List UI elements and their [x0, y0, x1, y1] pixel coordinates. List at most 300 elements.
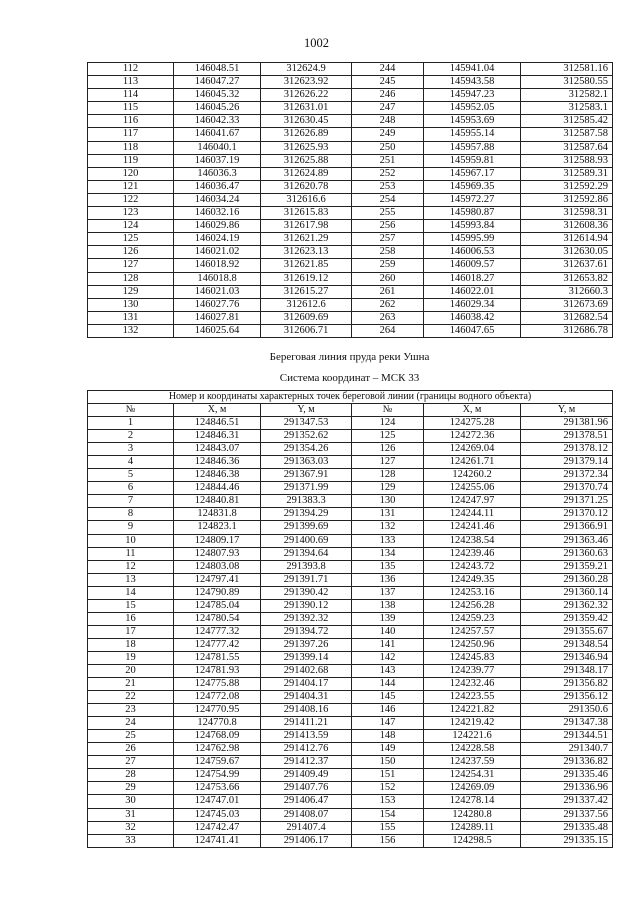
table-cell: 312615.27	[261, 285, 352, 298]
table-cell: 264	[352, 324, 424, 337]
table-cell: 146040.1	[174, 141, 261, 154]
table-cell: 124237.59	[424, 756, 521, 769]
table-row	[88, 704, 613, 717]
table-cell: 312615.83	[261, 207, 352, 220]
table-cell: 124745.03	[174, 808, 261, 821]
table-row	[88, 115, 613, 128]
table-row	[88, 834, 613, 847]
table-cell: 291348.54	[521, 638, 613, 651]
table-cell: 124772.08	[174, 691, 261, 704]
table-cell: 312620.78	[261, 180, 352, 193]
table-cell: 146018.92	[174, 259, 261, 272]
table-cell: 124298.5	[424, 834, 521, 847]
table-cell: 124275.28	[424, 417, 521, 430]
table-row	[88, 678, 613, 691]
table-cell: 145941.04	[424, 63, 521, 76]
table-row	[88, 233, 613, 246]
table-cell: 291413.59	[261, 730, 352, 743]
table-row	[88, 298, 613, 311]
table-cell: 291360.14	[521, 586, 613, 599]
table-cell: 291337.56	[521, 808, 613, 821]
table-row	[88, 180, 613, 193]
table-cell: 312589.31	[521, 167, 613, 180]
table-cell: 145972.27	[424, 193, 521, 206]
table-cell: 125	[88, 233, 174, 246]
table-cell: 128	[352, 469, 424, 482]
table-cell: 124753.66	[174, 782, 261, 795]
table-row	[88, 193, 613, 206]
table-cell: 291355.67	[521, 625, 613, 638]
table-cell: 291407.76	[261, 782, 352, 795]
table-cell: 312624.89	[261, 167, 352, 180]
table-cell: 28	[88, 769, 174, 782]
table-cell: 124244.11	[424, 508, 521, 521]
table-cell: 146047.65	[424, 324, 521, 337]
table-cell: 312623.92	[261, 76, 352, 89]
table-cell: 291335.15	[521, 834, 613, 847]
table-cell: 291352.62	[261, 430, 352, 443]
table-cell: 124278.14	[424, 795, 521, 808]
table-cell: 33	[88, 834, 174, 847]
table-cell: 124	[352, 417, 424, 430]
table-cell: 146021.02	[174, 246, 261, 259]
table-row	[88, 430, 613, 443]
table-cell: 124250.96	[424, 638, 521, 651]
table-cell: 124780.54	[174, 612, 261, 625]
table-row	[88, 573, 613, 586]
table-cell: 146045.32	[174, 89, 261, 102]
table-cell: 312580.55	[521, 76, 613, 89]
table-cell: 122	[88, 193, 174, 206]
table-cell: 312631.01	[261, 102, 352, 115]
table-cell: 141	[352, 638, 424, 651]
table-cell: 124228.58	[424, 743, 521, 756]
table-cell: 29	[88, 782, 174, 795]
table-cell: 291348.17	[521, 664, 613, 677]
table-cell: 146048.51	[174, 63, 261, 76]
table-cell: 291399.69	[261, 521, 352, 534]
table-cell: 312612.6	[261, 298, 352, 311]
table-cell: 124239.77	[424, 664, 521, 677]
table-cell: 312614.94	[521, 233, 613, 246]
table-cell: 124844.46	[174, 482, 261, 495]
header-number-left: №	[88, 404, 174, 417]
table-cell: 147	[352, 717, 424, 730]
table-cell: 137	[352, 586, 424, 599]
table-cell: 124223.55	[424, 691, 521, 704]
table-cell: 258	[352, 246, 424, 259]
table-cell: 291394.72	[261, 625, 352, 638]
table-cell: 124269.09	[424, 782, 521, 795]
table-cell: 124280.8	[424, 808, 521, 821]
table-cell: 291360.28	[521, 573, 613, 586]
table-cell: 156	[352, 834, 424, 847]
table-cell: 261	[352, 285, 424, 298]
table-cell: 145969.35	[424, 180, 521, 193]
table-cell: 124777.32	[174, 625, 261, 638]
table-cell: 291367.91	[261, 469, 352, 482]
table-row	[88, 782, 613, 795]
table-cell: 27	[88, 756, 174, 769]
table-cell: 145947.23	[424, 89, 521, 102]
table-cell: 22	[88, 691, 174, 704]
table-cell: 249	[352, 128, 424, 141]
table-row	[88, 560, 613, 573]
coordinate-system-caption: Система координат – МСК 33	[279, 372, 420, 384]
table-cell: 25	[88, 730, 174, 743]
table-row	[88, 128, 613, 141]
table-cell: 146018.27	[424, 272, 521, 285]
table-cell: 124221.6	[424, 730, 521, 743]
header-y-right: Y, м	[521, 404, 613, 417]
table-cell: 291347.38	[521, 717, 613, 730]
table-cell: 124241.46	[424, 521, 521, 534]
table-row	[88, 586, 613, 599]
table-cell: 145953.69	[424, 115, 521, 128]
table-cell: 124243.72	[424, 560, 521, 573]
table-cell: 312625.88	[261, 154, 352, 167]
table-cell: 312621.85	[261, 259, 352, 272]
table-cell: 146022.01	[424, 285, 521, 298]
table-row	[88, 795, 613, 808]
table-cell: 312617.98	[261, 220, 352, 233]
table-cell: 124253.16	[424, 586, 521, 599]
table-cell: 132	[88, 324, 174, 337]
table-cell: 291383.3	[261, 495, 352, 508]
table-cell: 116	[88, 115, 174, 128]
table-cell: 312592.29	[521, 180, 613, 193]
table-cell: 146029.86	[174, 220, 261, 233]
table-cell: 9	[88, 521, 174, 534]
table-cell: 124221.82	[424, 704, 521, 717]
table-cell: 291366.91	[521, 521, 613, 534]
table-cell: 149	[352, 743, 424, 756]
table-cell: 23	[88, 704, 174, 717]
table-row	[88, 469, 613, 482]
table-cell: 291408.07	[261, 808, 352, 821]
table-cell: 124747.01	[174, 795, 261, 808]
table-row	[88, 154, 613, 167]
table-cell: 124846.38	[174, 469, 261, 482]
table-cell: 124289.11	[424, 821, 521, 834]
table-row	[88, 246, 613, 259]
table-cell: 146034.24	[174, 193, 261, 206]
table-cell: 142	[352, 651, 424, 664]
table-cell: 312682.54	[521, 311, 613, 324]
table-cell: 124762.98	[174, 743, 261, 756]
table-cell: 291406.17	[261, 834, 352, 847]
table-cell: 254	[352, 193, 424, 206]
table-cell: 312626.89	[261, 128, 352, 141]
table-cell: 124846.36	[174, 456, 261, 469]
shoreline-coordinates-table	[87, 390, 613, 848]
table-cell: 312686.78	[521, 324, 613, 337]
table-row	[88, 547, 613, 560]
table-cell: 291336.82	[521, 756, 613, 769]
table-cell: 146027.76	[174, 298, 261, 311]
table-cell: 24	[88, 717, 174, 730]
table-cell: 124797.41	[174, 573, 261, 586]
table-cell: 291337.42	[521, 795, 613, 808]
table-cell: 291371.99	[261, 482, 352, 495]
table-cell: 124741.41	[174, 834, 261, 847]
table-cell: 312625.93	[261, 141, 352, 154]
table-cell: 291363.03	[261, 456, 352, 469]
table-cell: 139	[352, 612, 424, 625]
table-row	[88, 89, 613, 102]
table-cell: 312637.61	[521, 259, 613, 272]
table-cell: 146025.64	[174, 324, 261, 337]
table-cell: 291390.12	[261, 599, 352, 612]
table-cell: 291356.82	[521, 678, 613, 691]
table-cell: 125	[352, 430, 424, 443]
table-cell: 3	[88, 443, 174, 456]
table-row	[88, 612, 613, 625]
table-cell: 250	[352, 141, 424, 154]
table-cell: 291391.71	[261, 573, 352, 586]
table-cell: 19	[88, 651, 174, 664]
table-cell: 312588.93	[521, 154, 613, 167]
table-cell: 291346.94	[521, 651, 613, 664]
table-row	[88, 456, 613, 469]
header-x-right: X, м	[424, 404, 521, 417]
table-cell: 146009.57	[424, 259, 521, 272]
table-cell: 13	[88, 573, 174, 586]
table-cell: 144	[352, 678, 424, 691]
table-cell: 146047.27	[174, 76, 261, 89]
table-cell: 146037.19	[174, 154, 261, 167]
table-cell: 11	[88, 547, 174, 560]
table-cell: 291359.42	[521, 612, 613, 625]
table-row	[88, 808, 613, 821]
table-row	[88, 730, 613, 743]
table-cell: 126	[88, 246, 174, 259]
table-cell: 146045.26	[174, 102, 261, 115]
table-cell: 244	[352, 63, 424, 76]
table-cell: 153	[352, 795, 424, 808]
table-cell: 145995.99	[424, 233, 521, 246]
table-cell: 291404.17	[261, 678, 352, 691]
table-cell: 113	[88, 76, 174, 89]
table-cell: 146006.53	[424, 246, 521, 259]
table-cell: 124759.67	[174, 756, 261, 769]
table-cell: 312609.69	[261, 311, 352, 324]
table-cell: 262	[352, 298, 424, 311]
table-row	[88, 495, 613, 508]
table-cell: 145993.84	[424, 220, 521, 233]
table-cell: 291409.49	[261, 769, 352, 782]
table-cell: 132	[352, 521, 424, 534]
table-cell: 115	[88, 102, 174, 115]
table-cell: 124846.31	[174, 430, 261, 443]
table-cell: 124790.89	[174, 586, 261, 599]
table-row	[88, 141, 613, 154]
shoreline-table-body	[88, 417, 613, 848]
table-cell: 312592.86	[521, 193, 613, 206]
table-cell: 146029.34	[424, 298, 521, 311]
table-cell: 124	[88, 220, 174, 233]
table-cell: 263	[352, 311, 424, 324]
table-cell: 138	[352, 599, 424, 612]
table-cell: 312583.1	[521, 102, 613, 115]
table-cell: 291381.96	[521, 417, 613, 430]
table-row	[88, 167, 613, 180]
table-cell: 120	[88, 167, 174, 180]
table-cell: 251	[352, 154, 424, 167]
table-cell: 124232.46	[424, 678, 521, 691]
table-row	[88, 664, 613, 677]
table-cell: 124823.1	[174, 521, 261, 534]
table-cell: 260	[352, 272, 424, 285]
table-cell: 312587.58	[521, 128, 613, 141]
table-cell: 146036.3	[174, 167, 261, 180]
table-cell: 32	[88, 821, 174, 834]
table-cell: 15	[88, 599, 174, 612]
table-cell: 124249.35	[424, 573, 521, 586]
table-cell: 150	[352, 756, 424, 769]
table-cell: 155	[352, 821, 424, 834]
table-cell: 312619.12	[261, 272, 352, 285]
table-row	[88, 717, 613, 730]
table-cell: 248	[352, 115, 424, 128]
table-cell: 117	[88, 128, 174, 141]
table-cell: 291359.21	[521, 560, 613, 573]
table-cell: 124269.04	[424, 443, 521, 456]
table-cell: 146038.42	[424, 311, 521, 324]
table-cell: 26	[88, 743, 174, 756]
table-cell: 133	[352, 534, 424, 547]
table-cell: 124843.07	[174, 443, 261, 456]
table-cell: 18	[88, 638, 174, 651]
table-cell: 124768.09	[174, 730, 261, 743]
table-cell: 16	[88, 612, 174, 625]
table-row	[88, 521, 613, 534]
table-cell: 129	[88, 285, 174, 298]
table-row	[88, 259, 613, 272]
table-cell: 146041.67	[174, 128, 261, 141]
table-cell: 124840.81	[174, 495, 261, 508]
table-cell: 146	[352, 704, 424, 717]
table-row	[88, 207, 613, 220]
table-cell: 312673.69	[521, 298, 613, 311]
table-cell: 247	[352, 102, 424, 115]
table-cell: 145957.88	[424, 141, 521, 154]
table-cell: 5	[88, 469, 174, 482]
table-cell: 291406.47	[261, 795, 352, 808]
table-cell: 6	[88, 482, 174, 495]
table-cell: 291363.46	[521, 534, 613, 547]
table-cell: 291354.26	[261, 443, 352, 456]
table-cell: 291392.32	[261, 612, 352, 625]
table-cell: 2	[88, 430, 174, 443]
table-cell: 124259.23	[424, 612, 521, 625]
table-cell: 126	[352, 443, 424, 456]
table-cell: 124272.36	[424, 430, 521, 443]
table-cell: 124831.8	[174, 508, 261, 521]
table-cell: 112	[88, 63, 174, 76]
table-cell: 246	[352, 89, 424, 102]
table-row	[88, 417, 613, 430]
table-cell: 124770.95	[174, 704, 261, 717]
table-cell: 124781.55	[174, 651, 261, 664]
table-cell: 130	[352, 495, 424, 508]
table-row	[88, 482, 613, 495]
table-cell: 312608.36	[521, 220, 613, 233]
table-cell: 136	[352, 573, 424, 586]
table-cell: 124239.46	[424, 547, 521, 560]
table-cell: 124245.83	[424, 651, 521, 664]
table-cell: 4	[88, 456, 174, 469]
table-cell: 21	[88, 678, 174, 691]
table-cell: 7	[88, 495, 174, 508]
table-cell: 291408.16	[261, 704, 352, 717]
table-cell: 291393.8	[261, 560, 352, 573]
table-cell: 131	[352, 508, 424, 521]
table-cell: 148	[352, 730, 424, 743]
page-number: 1002	[304, 36, 329, 50]
table-cell: 291360.63	[521, 547, 613, 560]
table-row	[88, 220, 613, 233]
table-cell: 143	[352, 664, 424, 677]
table-row	[88, 651, 613, 664]
table-cell: 124238.54	[424, 534, 521, 547]
table-cell: 291344.51	[521, 730, 613, 743]
table-cell: 291378.12	[521, 443, 613, 456]
header-y-left: Y, м	[261, 404, 352, 417]
table-cell: 130	[88, 298, 174, 311]
table-cell: 291336.96	[521, 782, 613, 795]
table-cell: 291378.51	[521, 430, 613, 443]
table-cell: 312623.13	[261, 246, 352, 259]
table-cell: 312660.3	[521, 285, 613, 298]
table-row	[88, 63, 613, 76]
table-cell: 312616.6	[261, 193, 352, 206]
table-row	[88, 102, 613, 115]
coordinates-table-continued	[87, 62, 613, 338]
table-cell: 146018.8	[174, 272, 261, 285]
table-cell: 291356.12	[521, 691, 613, 704]
table-cell: 131	[88, 311, 174, 324]
table-cell: 312582.1	[521, 89, 613, 102]
table-cell: 255	[352, 207, 424, 220]
table-cell: 257	[352, 233, 424, 246]
table-row	[88, 76, 613, 89]
table-cell: 124803.08	[174, 560, 261, 573]
table-cell: 8	[88, 508, 174, 521]
table-row	[88, 311, 613, 324]
table-cell: 124254.31	[424, 769, 521, 782]
table-cell: 119	[88, 154, 174, 167]
table-cell: 124256.28	[424, 599, 521, 612]
table-cell: 124261.71	[424, 456, 521, 469]
table-cell: 12	[88, 560, 174, 573]
coordinates-table-body	[88, 63, 613, 338]
table-cell: 124257.57	[424, 625, 521, 638]
table-row	[88, 638, 613, 651]
table-cell: 252	[352, 167, 424, 180]
table-cell: 312587.64	[521, 141, 613, 154]
table-cell: 145	[352, 691, 424, 704]
table-cell: 152	[352, 782, 424, 795]
table-cell: 124781.93	[174, 664, 261, 677]
table-cell: 146042.33	[174, 115, 261, 128]
table-row	[88, 324, 613, 337]
table-cell: 291350.6	[521, 704, 613, 717]
table-cell: 17	[88, 625, 174, 638]
table-cell: 124742.47	[174, 821, 261, 834]
table-cell: 114	[88, 89, 174, 102]
table-cell: 291347.53	[261, 417, 352, 430]
